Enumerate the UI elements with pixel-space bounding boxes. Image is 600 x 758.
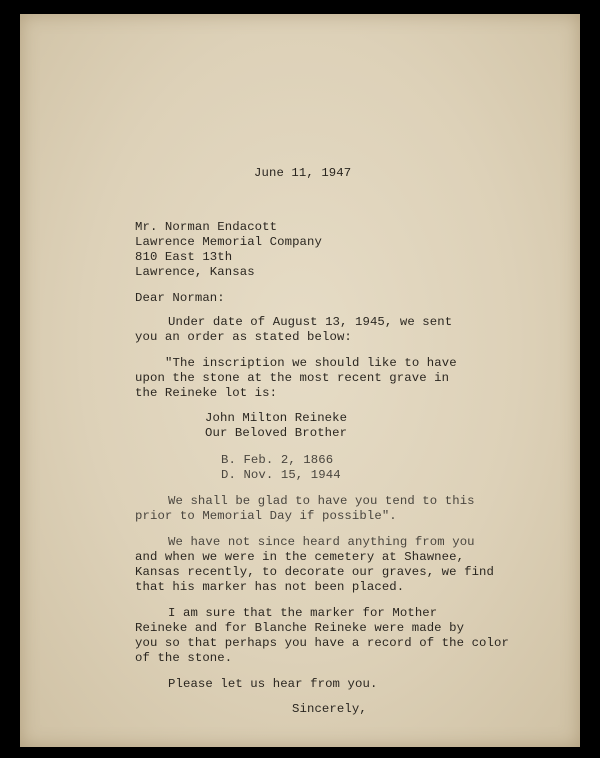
paragraph-line: you so that perhaps you have a record of the color xyxy=(135,636,509,650)
paragraph-line: Under date of August 13, 1945, we sent xyxy=(168,315,453,329)
paragraph-line: We shall be glad to have you tend to this xyxy=(168,494,475,508)
paragraph-line: that his marker has not been placed. xyxy=(135,580,405,594)
paragraph-4: Please let us hear from you. xyxy=(168,677,378,691)
paragraph-line: of the stone. xyxy=(135,651,233,665)
birth-date-line: B. Feb. 2, 1866 xyxy=(221,453,334,467)
paragraph-line: the Reineke lot is: xyxy=(135,386,278,400)
letter-page xyxy=(20,14,580,747)
death-date-line: D. Nov. 15, 1944 xyxy=(221,468,341,482)
recipient-line: Mr. Norman Endacott xyxy=(135,220,278,234)
paragraph-line: I am sure that the marker for Mother xyxy=(168,606,438,620)
paragraph-line: We have not since heard anything from you xyxy=(168,535,475,549)
inscription-line: Our Beloved Brother xyxy=(205,426,348,440)
paragraph-line: Reineke and for Blanche Reineke were made by xyxy=(135,621,465,635)
inscription-line: John Milton Reineke xyxy=(205,411,348,425)
salutation: Dear Norman: xyxy=(135,291,225,305)
paragraph-line: upon the stone at the most recent grave in xyxy=(135,371,450,385)
recipient-line: 810 East 13th xyxy=(135,250,233,264)
paragraph-line: and when we were in the cemetery at Shawnee, xyxy=(135,550,465,564)
paragraph-line: "The inscription we should like to have xyxy=(165,356,457,370)
recipient-line: Lawrence Memorial Company xyxy=(135,235,322,249)
closing: Sincerely, xyxy=(292,702,367,716)
recipient-line: Lawrence, Kansas xyxy=(135,265,255,279)
paragraph-line: Kansas recently, to decorate our graves, we find xyxy=(135,565,495,579)
paragraph-line: you an order as stated below: xyxy=(135,330,352,344)
letter-date: June 11, 1947 xyxy=(254,166,352,180)
paragraph-line: prior to Memorial Day if possible". xyxy=(135,509,397,523)
